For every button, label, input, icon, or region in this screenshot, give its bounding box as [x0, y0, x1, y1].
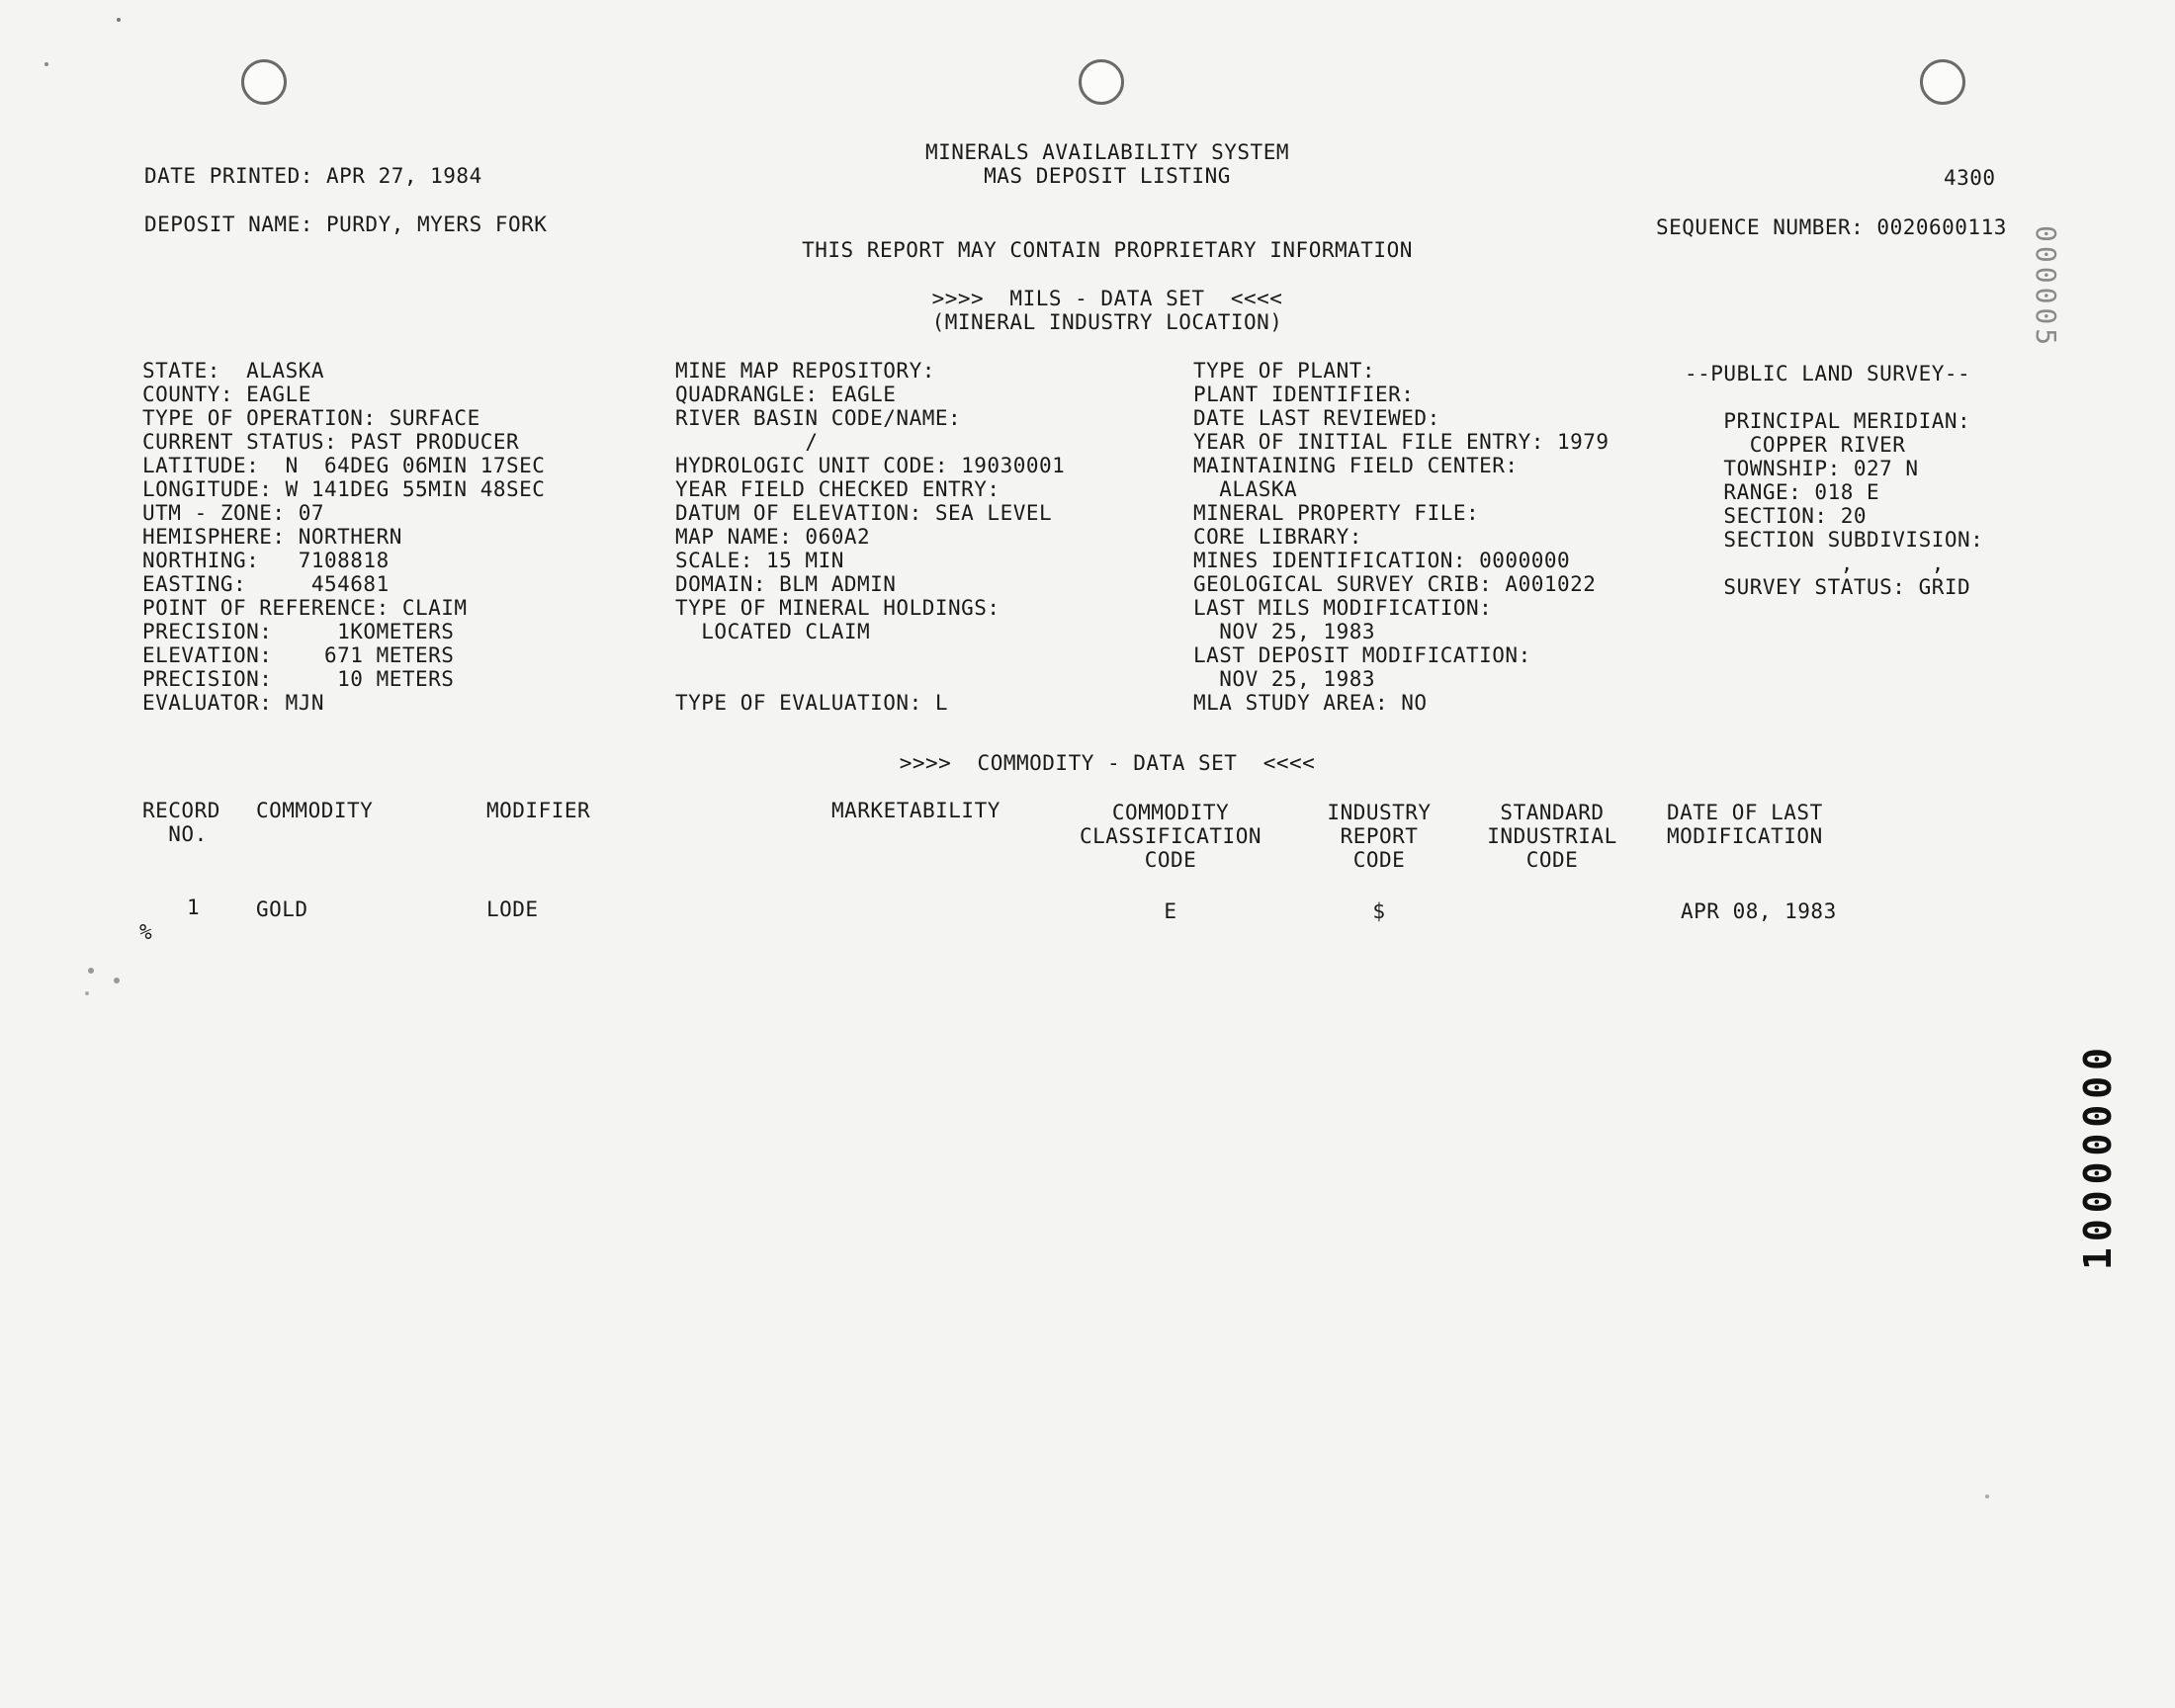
section-subdivision-value: , , — [1685, 552, 1945, 575]
hydrologic-unit-field: HYDROLOGIC UNIT CODE: 19030001 — [675, 454, 1066, 477]
header-standard-industrial-code: STANDARD INDUSTRIAL CODE — [1487, 801, 1617, 872]
precision-elevation-field: PRECISION: 10 METERS — [142, 667, 455, 691]
survey-crib-field: GEOLOGICAL SURVEY CRIB: A001022 — [1193, 572, 1597, 596]
header-modifier: MODIFIER — [486, 799, 591, 822]
listing-title: MAS DEPOSIT LISTING — [984, 164, 1231, 188]
header-date-of-last-modification: DATE OF LAST MODIFICATION — [1667, 801, 1823, 848]
header-record-no: RECORD NO. — [142, 799, 220, 846]
evaluation-type-field: TYPE OF EVALUATION: L — [675, 691, 949, 715]
system-title: MINERALS AVAILABILITY SYSTEM — [924, 140, 1289, 164]
river-basin-value: / — [675, 430, 819, 454]
point-of-reference-field: POINT OF REFERENCE: CLAIM — [142, 596, 468, 620]
cell-date-of-last-modification: APR 08, 1983 — [1681, 899, 1837, 923]
principal-meridian-value: COPPER RIVER — [1685, 433, 1906, 457]
speck — [114, 978, 120, 983]
cell-industry-report-code: $ — [1372, 899, 1386, 923]
cell-modifier: LODE — [486, 897, 539, 921]
plant-type-field: TYPE OF PLANT: — [1193, 359, 1376, 383]
end-marker: % — [139, 920, 153, 944]
header-commodity: COMMODITY — [256, 799, 374, 822]
state-field: STATE: ALASKA — [142, 359, 325, 383]
margin-stamp-dark: 10000000 — [2076, 1041, 2120, 1270]
date-printed: DATE PRINTED: APR 27, 1984 — [144, 164, 482, 188]
plant-identifier-field: PLANT IDENTIFIER: — [1193, 383, 1415, 406]
mines-identification-field: MINES IDENTIFICATION: 0000000 — [1193, 549, 1571, 572]
speck — [85, 991, 89, 995]
cell-record: 1 — [187, 896, 201, 919]
speck — [117, 18, 121, 22]
mine-map-repository-field: MINE MAP REPOSITORY: — [675, 359, 935, 383]
proprietary-notice: THIS REPORT MAY CONTAIN PROPRIETARY INFORMATION — [802, 238, 1413, 262]
speck — [88, 968, 94, 974]
last-mils-modification-value: NOV 25, 1983 — [1193, 620, 1376, 643]
section-field: SECTION: 20 — [1685, 504, 1868, 528]
evaluator-field: EVALUATOR: MJN — [142, 691, 325, 715]
cell-commodity: GOLD — [256, 897, 308, 921]
longitude-field: LONGITUDE: W 141DEG 55MIN 48SEC — [142, 477, 546, 501]
elevation-field: ELEVATION: 671 METERS — [142, 643, 455, 667]
header-classification-code: COMMODITY CLASSIFICATION CODE — [1079, 801, 1262, 872]
core-library-field: CORE LIBRARY: — [1193, 525, 1362, 549]
map-name-field: MAP NAME: 060A2 — [675, 525, 871, 549]
mils-heading: >>>> MILS - DATA SET <<<< — [931, 287, 1283, 310]
northing-field: NORTHING: 7108818 — [142, 549, 390, 572]
latitude-field: LATITUDE: N 64DEG 06MIN 17SEC — [142, 454, 546, 477]
township-field: TOWNSHIP: 027 N — [1685, 457, 1919, 480]
mineral-holdings-value: LOCATED CLAIM — [675, 620, 871, 643]
scale-field: SCALE: 15 MIN — [675, 549, 844, 572]
date-last-reviewed-field: DATE LAST REVIEWED: — [1193, 406, 1440, 430]
last-mils-modification-field: LAST MILS MODIFICATION: — [1193, 596, 1493, 620]
public-land-survey-heading: --PUBLIC LAND SURVEY-- — [1685, 362, 1971, 385]
field-center-value: ALASKA — [1193, 477, 1298, 501]
easting-field: EASTING: 454681 — [142, 572, 390, 596]
header-marketability: MARKETABILITY — [831, 799, 1000, 822]
commodity-heading: >>>> COMMODITY - DATA SET <<<< — [899, 751, 1316, 775]
domain-field: DOMAIN: BLM ADMIN — [675, 572, 897, 596]
cell-classification-code: E — [1164, 899, 1177, 923]
hemisphere-field: HEMISPHERE: NORTHERN — [142, 525, 402, 549]
speck — [1985, 1494, 1989, 1498]
current-status-field: CURRENT STATUS: PAST PRODUCER — [142, 430, 520, 454]
section-subdivision-field: SECTION SUBDIVISION: — [1685, 528, 1984, 552]
margin-stamp-faint: 000005 — [2030, 225, 2062, 350]
utm-zone-field: UTM - ZONE: 07 — [142, 501, 325, 525]
precision-location-field: PRECISION: 1KOMETERS — [142, 620, 455, 643]
last-deposit-modification-field: LAST DEPOSIT MODIFICATION: — [1193, 643, 1531, 667]
datum-of-elevation-field: DATUM OF ELEVATION: SEA LEVEL — [675, 501, 1053, 525]
principal-meridian-field: PRINCIPAL MERIDIAN: — [1685, 409, 1971, 433]
last-deposit-modification-value: NOV 25, 1983 — [1193, 667, 1376, 691]
speck — [44, 62, 48, 66]
quadrangle-field: QUADRANGLE: EAGLE — [675, 383, 897, 406]
page-code: 4300 — [1944, 166, 1996, 190]
year-field-checked-field: YEAR FIELD CHECKED ENTRY: — [675, 477, 1000, 501]
mineral-holdings-field: TYPE OF MINERAL HOLDINGS: — [675, 596, 1000, 620]
sequence-number: SEQUENCE NUMBER: 0020600113 — [1656, 215, 2007, 239]
mla-study-area-field: MLA STUDY AREA: NO — [1193, 691, 1428, 715]
header-industry-report-code: INDUSTRY REPORT CODE — [1327, 801, 1432, 872]
river-basin-field: RIVER BASIN CODE/NAME: — [675, 406, 962, 430]
county-field: COUNTY: EAGLE — [142, 383, 311, 406]
field-center-field: MAINTAINING FIELD CENTER: — [1193, 454, 1519, 477]
operation-type-field: TYPE OF OPERATION: SURFACE — [142, 406, 480, 430]
initial-file-entry-field: YEAR OF INITIAL FILE ENTRY: 1979 — [1193, 430, 1610, 454]
mils-subheading: (MINERAL INDUSTRY LOCATION) — [931, 310, 1283, 334]
survey-status-field: SURVEY STATUS: GRID — [1685, 575, 1971, 599]
deposit-name: DEPOSIT NAME: PURDY, MYERS FORK — [144, 213, 548, 236]
mineral-property-file-field: MINERAL PROPERTY FILE: — [1193, 501, 1480, 525]
range-field: RANGE: 018 E — [1685, 480, 1880, 504]
